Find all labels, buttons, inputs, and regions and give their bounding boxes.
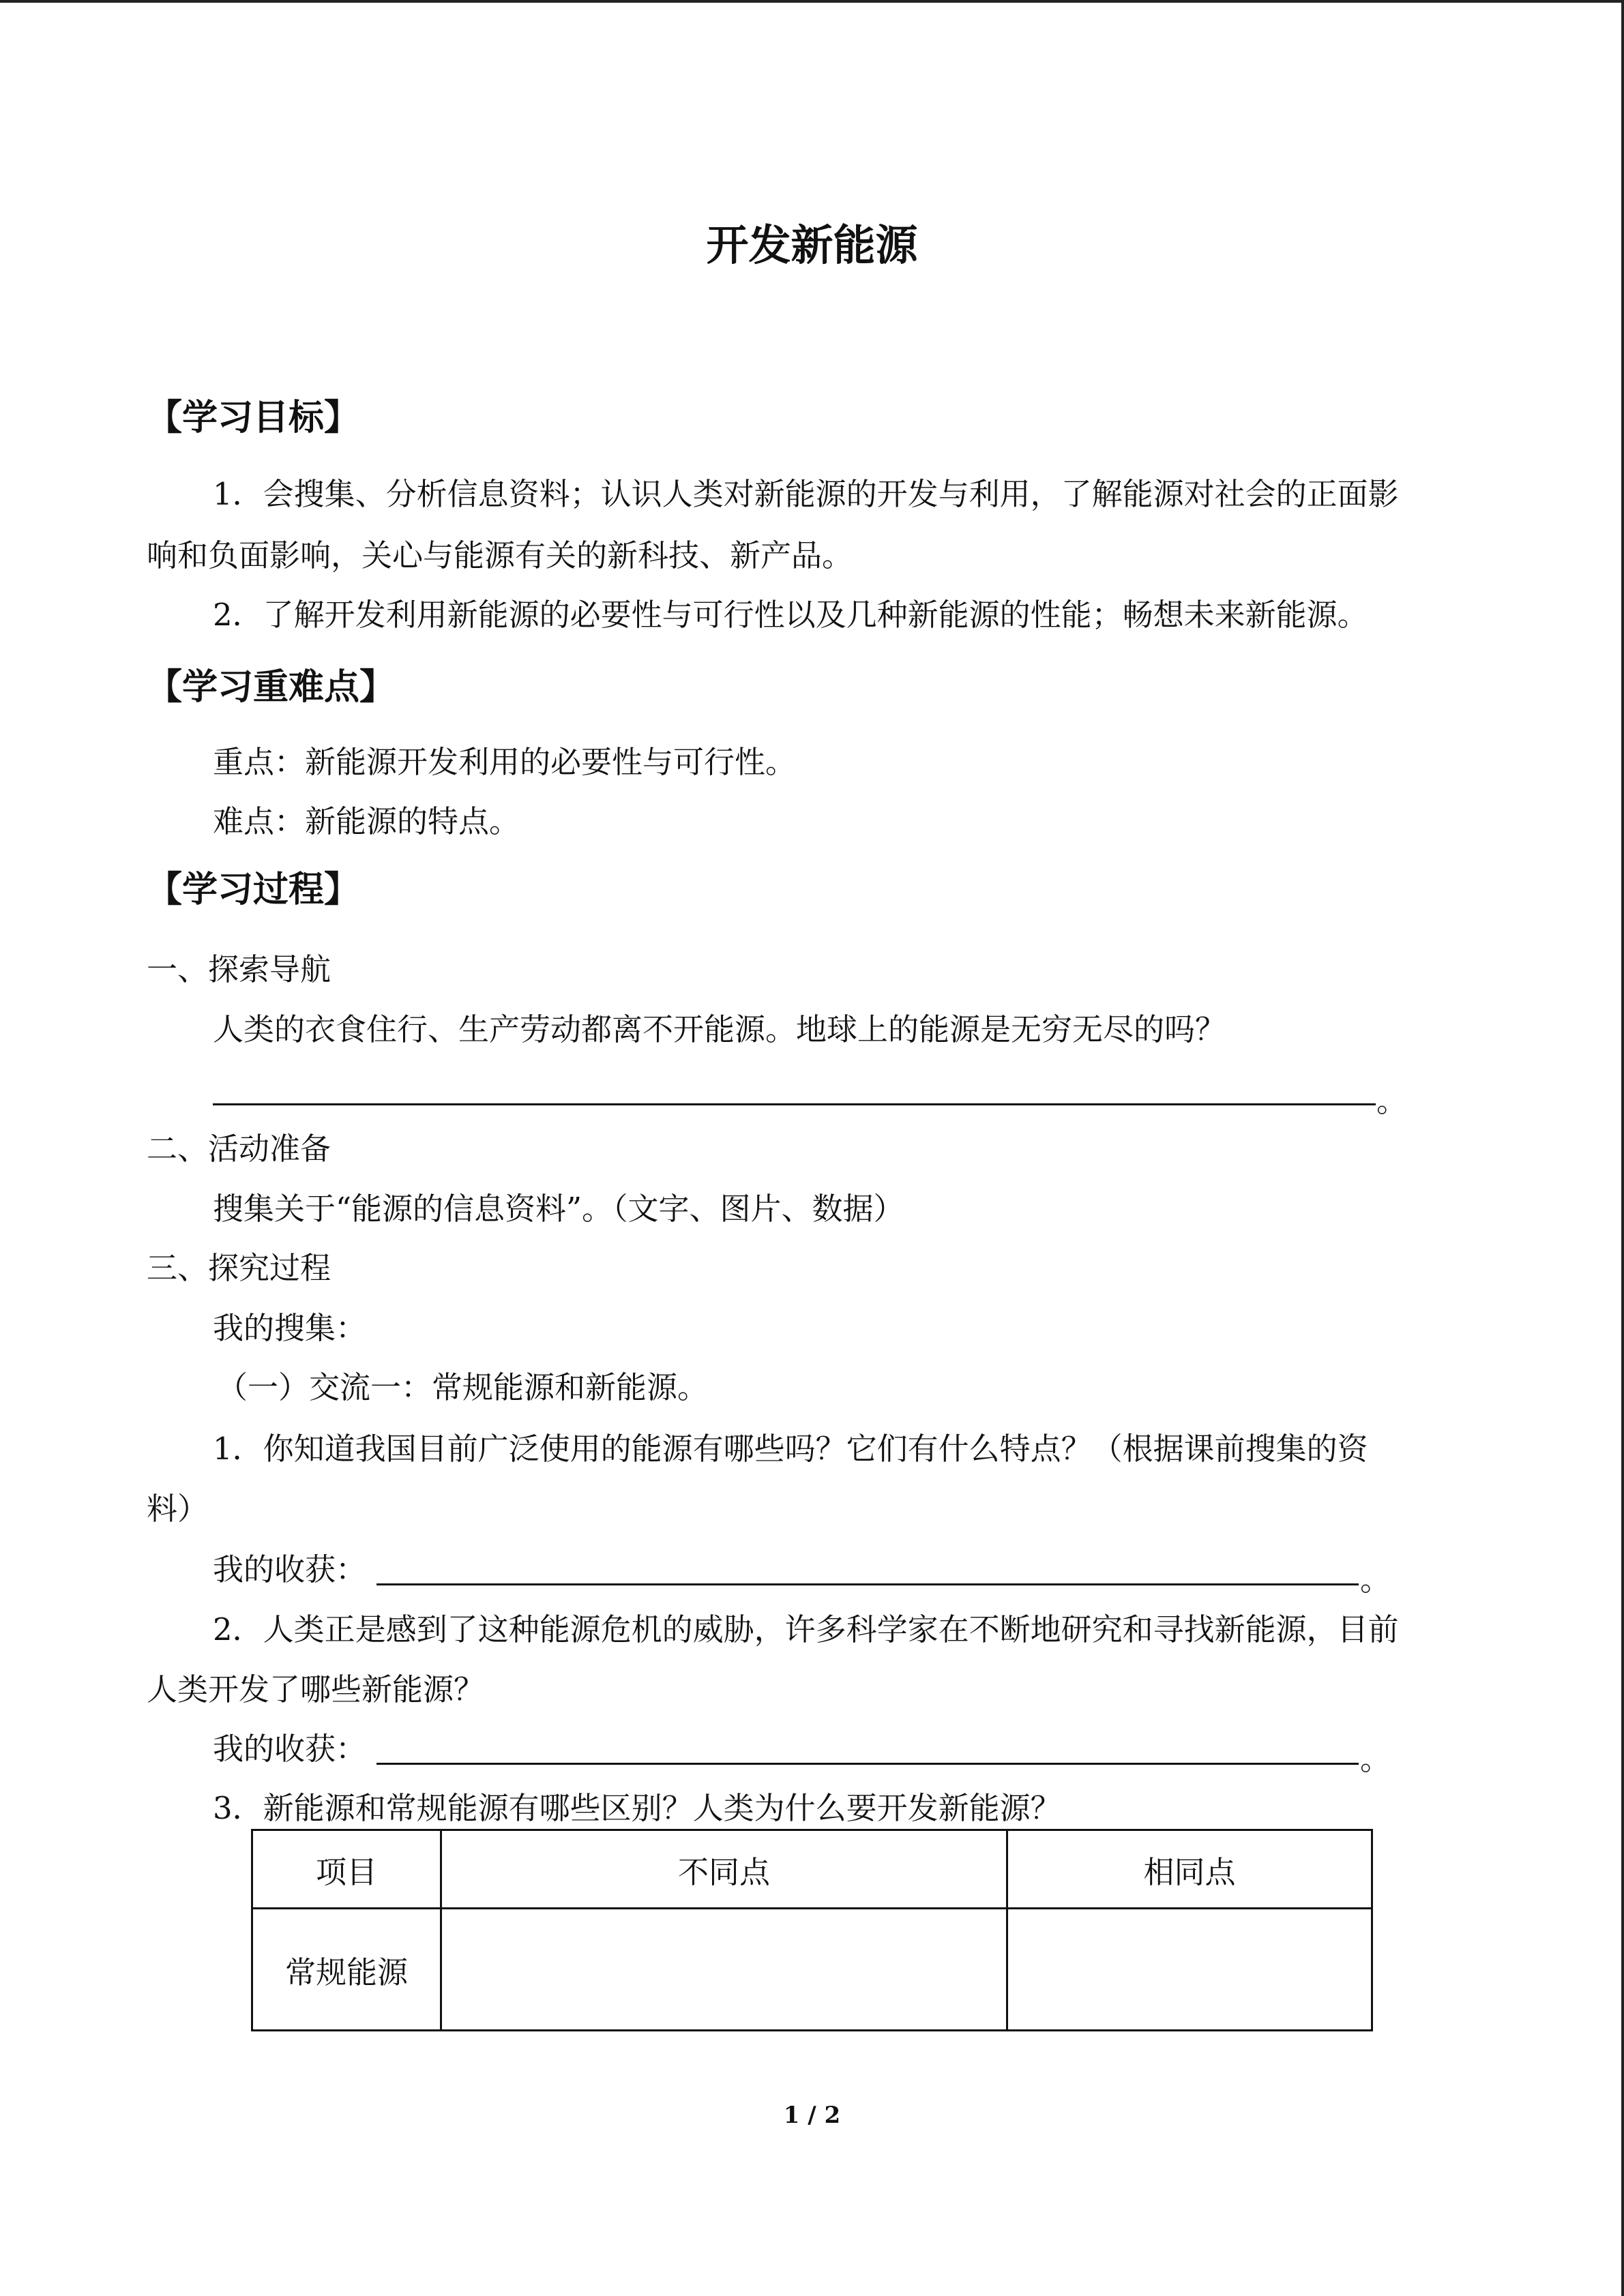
harvest-blank-2[interactable] <box>377 1763 1359 1765</box>
table-header-cell: 不同点 <box>441 1830 1007 1909</box>
comparison-table <box>251 1829 1373 2031</box>
page-number: 1 / 2 <box>783 2102 841 2129</box>
table-row-label: 常规能源 <box>252 1909 441 2031</box>
harvest-label-1: 我的收获： <box>213 1551 367 1587</box>
question-3: 3．新能源和常规能源有哪些区别？人类为什么要开发新能源？ <box>213 1790 1061 1826</box>
period-3: 。 <box>1360 1741 1391 1777</box>
exchange-1-title: （一）交流一：常规能源和新能源。 <box>217 1369 709 1405</box>
harvest-blank-1[interactable] <box>377 1583 1359 1585</box>
page-title: 开发新能源 <box>706 220 918 270</box>
page-border-top <box>0 0 1624 3</box>
table-header-cell: 相同点 <box>1007 1830 1372 1909</box>
difficulty-text: 难点：新能源的特点。 <box>213 803 520 839</box>
harvest-label-2: 我的收获： <box>213 1731 367 1767</box>
table-cell-differences[interactable] <box>441 1909 1007 2031</box>
table-header-cell: 项目 <box>252 1830 441 1909</box>
page-border-right <box>1621 0 1624 2296</box>
answer-blank-1[interactable] <box>213 1103 1376 1105</box>
goal-1-line-2: 响和负面影响，关心与能源有关的新科技、新产品。 <box>147 537 853 573</box>
heading-key-points: 【学习重难点】 <box>147 667 396 708</box>
part-3-title: 三、探究过程 <box>147 1250 331 1286</box>
question-1-line-1: 1．你知道我国目前广泛使用的能源有哪些吗？它们有什么特点？（根据课前搜集的资 <box>213 1431 1368 1467</box>
period-1: 。 <box>1376 1083 1408 1119</box>
part-1-title: 一、探索导航 <box>147 951 331 987</box>
table-row <box>252 1909 1372 2031</box>
table-header-row <box>252 1830 1372 1909</box>
table-cell-similarities[interactable] <box>1007 1909 1372 2031</box>
my-collection-label: 我的搜集： <box>213 1310 367 1346</box>
question-2-line-1: 2．人类正是感到了这种能源危机的威胁，许多科学家在不断地研究和寻找新能源，目前 <box>213 1611 1399 1648</box>
goal-2: 2．了解开发利用新能源的必要性与可行性以及几种新能源的性能；畅想未来新能源。 <box>213 597 1368 633</box>
heading-learning-process: 【学习过程】 <box>147 869 360 910</box>
question-2-line-2: 人类开发了哪些新能源？ <box>147 1671 485 1708</box>
part-2-title: 二、活动准备 <box>147 1131 331 1167</box>
question-1-line-2: 料） <box>147 1491 209 1527</box>
part-2-text: 搜集关于“能源的信息资料”。（文字、图片、数据） <box>213 1191 904 1227</box>
focus-text: 重点：新能源开发利用的必要性与可行性。 <box>213 744 797 780</box>
part-1-question: 人类的衣食住行、生产劳动都离不开能源。地球上的能源是无穷无尽的吗？ <box>213 1011 1226 1047</box>
goal-1-line-1: 1．会搜集、分析信息资料；认识人类对新能源的开发与利用，了解能源对社会的正面影 <box>213 476 1399 512</box>
period-2: 。 <box>1360 1562 1391 1598</box>
heading-learning-goals: 【学习目标】 <box>147 398 360 438</box>
